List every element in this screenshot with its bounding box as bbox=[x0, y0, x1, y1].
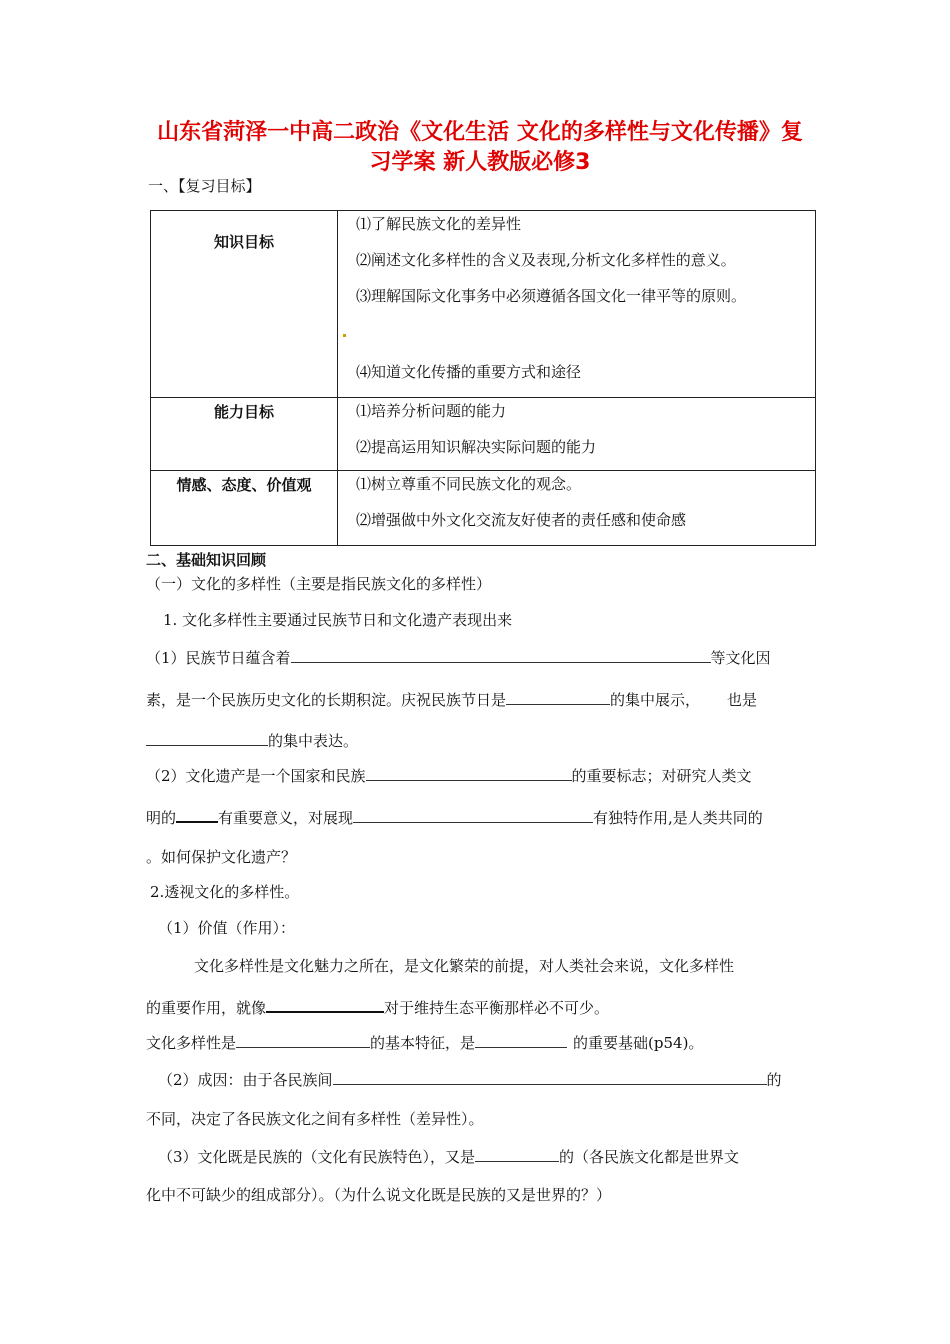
table-row bbox=[151, 211, 816, 398]
paragraph-3: 素，是一个民族历史文化的长期积淀。庆祝民族节日是 的集中展示， 也是 bbox=[146, 691, 758, 709]
goal-item: ⑵增强做中外文化交流友好使者的责任感和使命感 bbox=[356, 511, 687, 529]
paragraph-15: （3）文化既是民族的（文化有民族特色），又是 的（各民族文化都是世界文 bbox=[158, 1148, 740, 1166]
paragraph-5: （2）文化遗产是一个国家和民族 的重要标志；对研究人类文 bbox=[146, 767, 752, 785]
stray-mark bbox=[343, 334, 346, 337]
paragraph-14: 不同，决定了各民族文化之间有多样性（差异性）。 bbox=[146, 1110, 484, 1128]
subheading-diversity: （一）文化的多样性（主要是指民族文化的多样性） bbox=[146, 575, 492, 593]
answer-blank[interactable] bbox=[291, 647, 711, 663]
answer-blank[interactable] bbox=[146, 730, 268, 746]
goal-item: ⑷知道文化传播的重要方式和途径 bbox=[356, 363, 582, 381]
paragraph-13: （2）成因：由于各民族间 的 bbox=[158, 1071, 782, 1089]
row-category: 情感、态度、价值观 bbox=[176, 476, 312, 494]
title-line-2: 习学案 新人教版必修3 bbox=[369, 150, 591, 175]
goal-item: ⑵阐述文化多样性的含义及表现,分析文化多样性的意义。 bbox=[356, 251, 736, 269]
table-row bbox=[151, 398, 816, 471]
paragraph-11: 的重要作用，就像 对于维持生态平衡那样必不可少。 bbox=[146, 996, 609, 1018]
paragraph-8: 2.透视文化的多样性。 bbox=[150, 883, 300, 901]
answer-blank[interactable] bbox=[506, 689, 610, 705]
answer-blank[interactable] bbox=[475, 1146, 559, 1162]
answer-blank[interactable] bbox=[353, 807, 593, 823]
table-row bbox=[151, 471, 816, 546]
row-category: 能力目标 bbox=[213, 403, 274, 421]
goal-item: ⑴了解民族文化的差异性 bbox=[356, 215, 522, 233]
goal-item: ⑶理解国际文化事务中必须遵循各国文化一律平等的原则。 bbox=[356, 287, 747, 305]
answer-blank[interactable] bbox=[366, 765, 572, 781]
paragraph-9: （1）价值（作用）： bbox=[158, 919, 296, 937]
paragraph-12: 文化多样性是 的基本特征，是 的重要基础(p54)。 bbox=[146, 1034, 704, 1052]
goals-table bbox=[150, 210, 816, 546]
goal-item: ⑴树立尊重不同民族文化的观念。 bbox=[356, 475, 582, 493]
paragraph-6: 明的 有重要意义，对展现 有独特作用,是人类共同的 bbox=[146, 806, 763, 828]
answer-blank[interactable] bbox=[236, 1032, 370, 1048]
document-title bbox=[140, 118, 820, 178]
answer-blank[interactable] bbox=[333, 1069, 767, 1085]
paragraph-1: 1. 文化多样性主要通过民族节日和文化遗产表现出来 bbox=[163, 611, 513, 629]
paragraph-2: （1）民族节日蕴含着 等文化因 bbox=[146, 649, 771, 667]
answer-blank[interactable] bbox=[475, 1032, 567, 1048]
section-2-heading: 二、基础知识回顾 bbox=[146, 551, 267, 569]
paragraph-10: 文化多样性是文化魅力之所在，是文化繁荣的前提，对人类社会来说，文化多样性 bbox=[194, 957, 735, 975]
paragraph-7: 。如何保护文化遗产？ bbox=[146, 848, 297, 866]
paragraph-4: 的集中表达。 bbox=[146, 730, 358, 751]
answer-blank[interactable] bbox=[266, 996, 384, 1013]
title-line-1: 山东省菏泽一中高二政治《文化生活 文化的多样性与文化传播》复 bbox=[157, 120, 803, 145]
answer-blank[interactable] bbox=[176, 806, 218, 823]
goal-item: ⑵提高运用知识解决实际问题的能力 bbox=[356, 438, 597, 456]
section-1-heading: 一、【复习目标】 bbox=[148, 177, 261, 195]
row-category: 知识目标 bbox=[213, 233, 274, 251]
goal-item: ⑴培养分析问题的能力 bbox=[356, 402, 507, 420]
paragraph-16: 化中不可缺少的组成部分）。（为什么说文化既是民族的又是世界的？） bbox=[146, 1186, 612, 1204]
